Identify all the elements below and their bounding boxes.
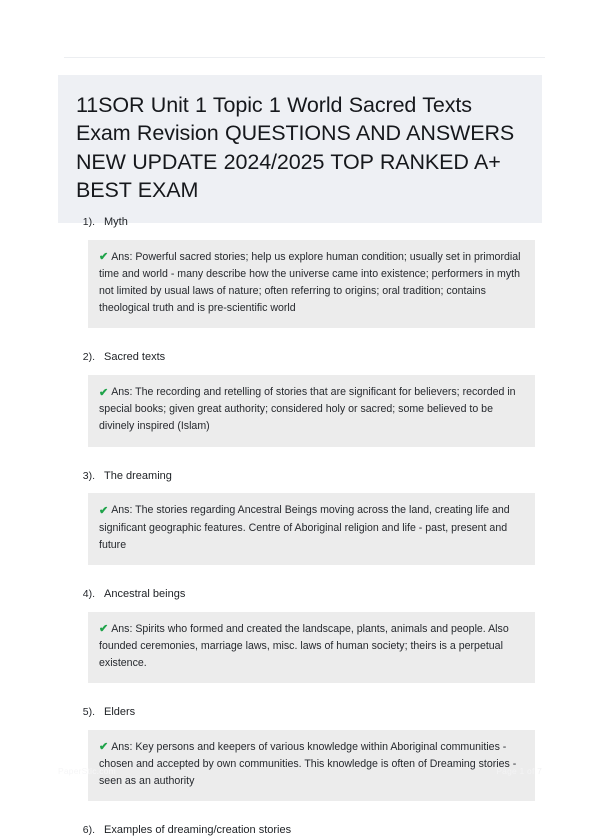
qa-item <box>0 565 606 683</box>
question-row <box>0 447 606 485</box>
question-text: Ancestral beings <box>104 587 186 600</box>
footer-page-number: Page 1 of 7 <box>496 766 542 776</box>
question-number: 5). <box>82 706 95 719</box>
qa-item <box>0 328 606 446</box>
answer-box <box>88 375 535 446</box>
question-row <box>0 565 606 603</box>
answer-box <box>88 240 535 329</box>
qa-item <box>0 205 606 328</box>
check-mark-icon: ✔ <box>99 251 109 264</box>
answer-box <box>88 493 535 564</box>
answer-text: ✔ Ans: The stories regarding Ancestral Beings moving across the land, creating life and significant geographic features. Centre of Aboriginal religion and life - past, present and future <box>99 504 510 551</box>
header-divider <box>64 57 545 58</box>
check-mark-icon: ✔ <box>99 623 109 636</box>
answer-text: ✔ Ans: Spirits who formed and created the landscape, plants, animals and people. Also founded ceremonies, marriage laws, misc. laws of human society; theirs is a perpetual existence. <box>99 622 509 669</box>
question-number: 4). <box>82 587 95 600</box>
check-mark-icon: ✔ <box>99 504 109 517</box>
question-text: Myth <box>104 216 128 228</box>
qa-item <box>0 801 606 839</box>
qa-item <box>0 447 606 565</box>
page-title: 11SOR Unit 1 Topic 1 World Sacred Texts Exam Revision QUESTIONS AND ANSWERS NEW UPDATE 2024/2025 TOP RANKED A+ BEST EXAM <box>76 93 515 203</box>
question-text: Examples of dreaming/creation stories <box>104 824 292 837</box>
question-number: 3). <box>82 469 95 482</box>
document-title-block <box>58 75 542 223</box>
check-mark-icon: ✔ <box>99 386 109 399</box>
question-text: Elders <box>104 706 136 719</box>
question-row <box>0 801 606 839</box>
question-row <box>0 328 606 366</box>
question-answer-list <box>0 205 606 839</box>
check-mark-icon: ✔ <box>99 741 109 754</box>
question-number: 6). <box>82 824 95 837</box>
answer-text: ✔ Ans: Powerful sacred stories; help us explore human condition; usually set in primordial time and world - many describe how the universe came into existence; performers in myth not limited by usual laws of nature; often referring to origins; oral tradition; contains theological truth and is pre-scientific world <box>99 250 521 315</box>
qa-item <box>0 683 606 801</box>
question-row <box>0 683 606 721</box>
question-text: Sacred texts <box>104 351 166 364</box>
footer-watermark: PaperStic.com <box>58 766 116 776</box>
answer-text: ✔ Ans: The recording and retelling of stories that are significant for believers; recorded in special books; given great authority; considered holy or sacred; some believed to be divinely inspired (Islam) <box>99 386 516 433</box>
page-footer <box>58 766 542 776</box>
answer-box <box>88 612 535 683</box>
question-text: The dreaming <box>104 469 172 482</box>
question-number: 1). <box>82 216 95 228</box>
question-row <box>0 205 606 231</box>
question-number: 2). <box>82 351 95 364</box>
answer-text: ✔ Ans: Key persons and keepers of various knowledge within Aboriginal communities - chosen and accepted by own communities. This knowledge is often of Dreaming stories - seen as an authority <box>99 740 517 788</box>
